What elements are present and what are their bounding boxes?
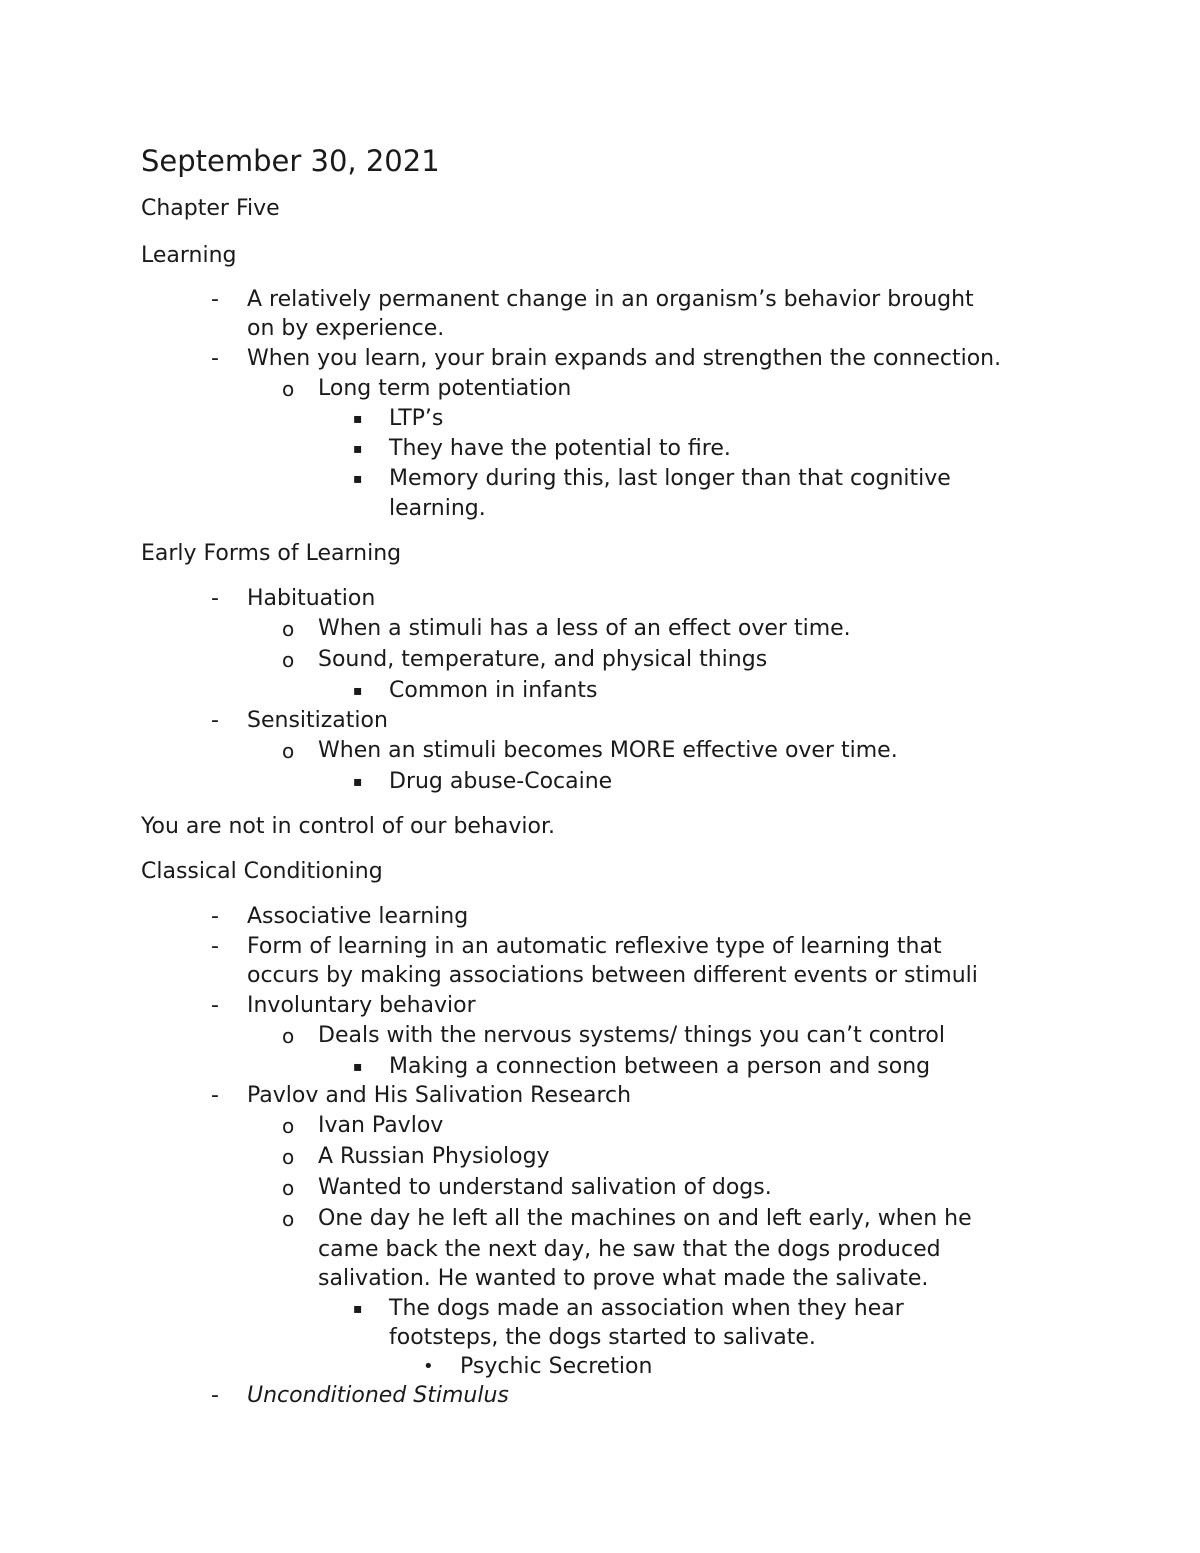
list-item: Sensitization (247, 708, 388, 733)
section-heading-classical: Classical Conditioning (141, 859, 383, 884)
bullet-circle-marker: o (282, 1024, 295, 1048)
bullet-dash-marker: - (211, 1083, 219, 1108)
list-item: Making a connection between a person and song (389, 1054, 931, 1079)
bullet-square-marker: ▪ (353, 774, 363, 790)
bullet-circle-marker: o (282, 1145, 295, 1169)
list-item-continuation: occurs by making associations between different events or stimuli (247, 963, 978, 988)
section-heading-learning: Learning (141, 243, 237, 268)
document-title: September 30, 2021 (141, 144, 440, 178)
list-item: A Russian Physiology (318, 1144, 550, 1169)
bullet-dash-marker: - (211, 1383, 219, 1408)
bullet-dash-marker: - (211, 708, 219, 733)
bullet-square-marker: ▪ (353, 471, 363, 487)
list-item: When you learn, your brain expands and strengthen the connection. (247, 346, 1002, 371)
list-item-continuation: came back the next day, he saw that the dogs produced (318, 1237, 941, 1262)
bullet-circle-marker: o (282, 648, 295, 672)
list-item: When an stimuli becomes MORE effective over time. (318, 738, 898, 763)
list-item: Memory during this, last longer than that cognitive (389, 466, 951, 491)
section-heading-early-forms: Early Forms of Learning (141, 541, 402, 566)
list-item: Ivan Pavlov (318, 1113, 444, 1138)
list-item: Pavlov and His Salivation Research (247, 1083, 632, 1108)
bullet-square-marker: ▪ (353, 683, 363, 699)
list-item: Long term potentiation (318, 376, 572, 401)
list-item: When a stimuli has a less of an effect over time. (318, 616, 851, 641)
bullet-square-marker: ▪ (353, 411, 363, 427)
list-item: The dogs made an association when they hear (389, 1296, 904, 1321)
list-item: LTP’s (389, 406, 444, 431)
bullet-circle-marker: o (282, 377, 295, 401)
list-item: Involuntary behavior (247, 993, 476, 1018)
list-item: Form of learning in an automatic reflexive type of learning that (247, 934, 942, 959)
list-item-italic: Unconditioned Stimulus (247, 1383, 509, 1408)
bullet-square-marker: ▪ (353, 441, 363, 457)
list-item: Psychic Secretion (460, 1354, 653, 1379)
bullet-circle-marker: o (282, 1176, 295, 1200)
list-item: Deals with the nervous systems/ things you can’t control (318, 1023, 945, 1048)
bullet-circle-marker: o (282, 1207, 295, 1231)
bullet-dash-marker: - (211, 346, 219, 371)
list-item: Drug abuse-Cocaine (389, 769, 613, 794)
bullet-dash-marker: - (211, 934, 219, 959)
list-item: A relatively permanent change in an organism’s behavior brought (247, 287, 974, 312)
bullet-dash-marker: - (211, 287, 219, 312)
bullet-dash-marker: - (211, 993, 219, 1018)
list-item: Habituation (247, 586, 376, 611)
bullet-square-marker: ▪ (353, 1301, 363, 1317)
bullet-dash-marker: - (211, 586, 219, 611)
bullet-square-marker: ▪ (353, 1059, 363, 1075)
list-item: Sound, temperature, and physical things (318, 647, 768, 672)
list-item-continuation: learning. (389, 496, 486, 521)
chapter-heading: Chapter Five (141, 196, 280, 221)
bullet-dash-marker: - (211, 904, 219, 929)
list-item-continuation: salivation. He wanted to prove what made the salivate. (318, 1266, 929, 1291)
list-item-continuation: footsteps, the dogs started to salivate. (389, 1325, 816, 1350)
bullet-circle-marker: o (282, 739, 295, 763)
list-item-continuation: on by experience. (247, 316, 445, 341)
list-item: Wanted to understand salivation of dogs. (318, 1175, 772, 1200)
list-item: Common in infants (389, 678, 598, 703)
list-item: They have the potential to fire. (389, 436, 731, 461)
control-note: You are not in control of our behavior. (141, 814, 555, 839)
bullet-circle-marker: o (282, 617, 295, 641)
list-item: One day he left all the machines on and left early, when he (318, 1206, 972, 1231)
bullet-circle-marker: o (282, 1114, 295, 1138)
bullet-dot-marker: • (423, 1356, 434, 1377)
list-item: Associative learning (247, 904, 469, 929)
